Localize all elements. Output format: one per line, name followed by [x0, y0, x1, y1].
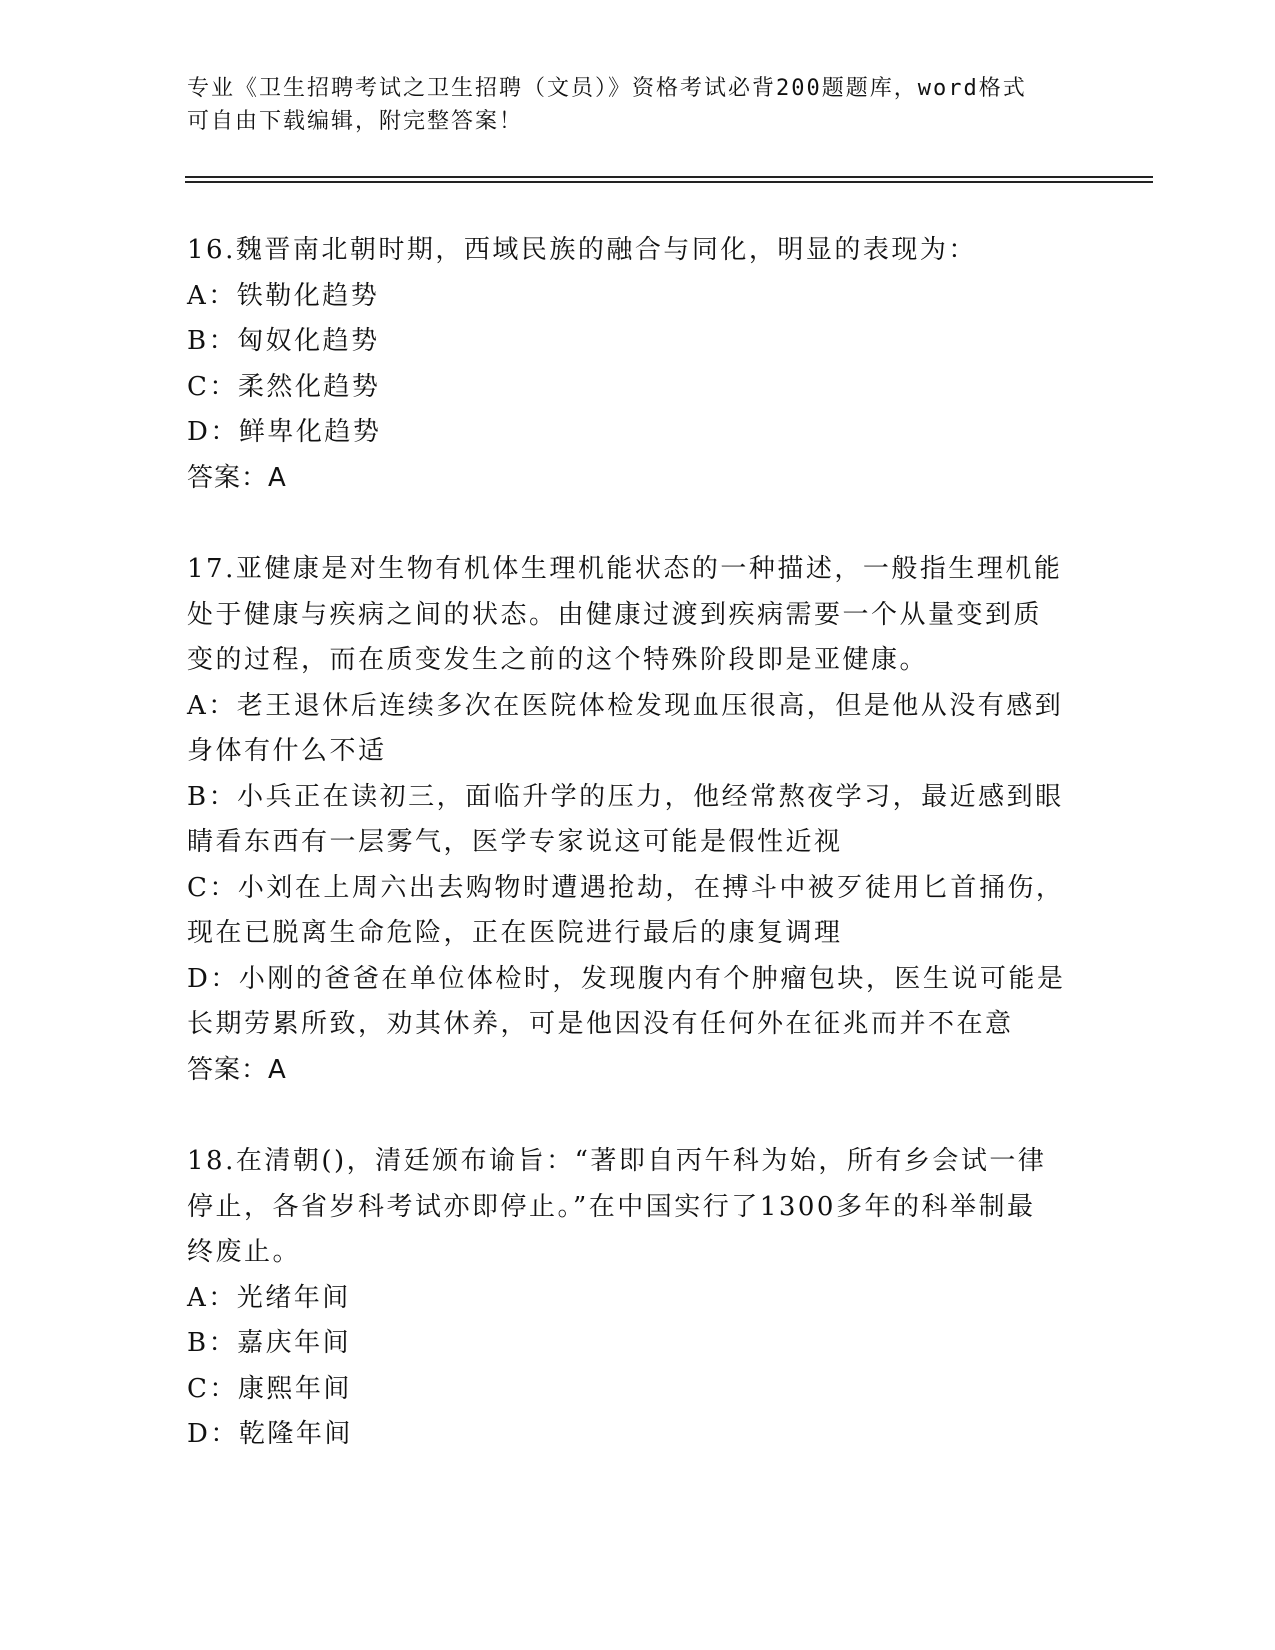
- answer-option: B：匈奴化趋势: [187, 326, 380, 356]
- answer-option: C：康熙年间: [187, 1373, 352, 1404]
- answer-option: D：鲜卑化趋势: [187, 417, 382, 447]
- answer-option: A：老王退休后连续多次在医院体检发现血压很高，但是他从没有感到: [187, 690, 1064, 721]
- question-block: [187, 1139, 1087, 1458]
- answer-option: D：乾隆年间: [187, 1419, 353, 1449]
- question-block: [187, 547, 1087, 1093]
- answer-key: 答案：A: [187, 1054, 287, 1085]
- answer-option: C：柔然化趋势: [187, 371, 381, 402]
- question-stem: 16.魏晋南北朝时期，西域民族的融合与同化，明显的表现为：: [187, 235, 977, 265]
- answer-option-continued: 长期劳累所致，劝其休养，可是他因没有任何外在征兆而并不在意: [187, 1009, 1014, 1039]
- document-header: [187, 72, 1067, 138]
- question-stem: 17.亚健康是对生物有机体生理机能状态的一种描述，一般指生理机能: [187, 554, 1063, 584]
- header-divider-bottom: [185, 181, 1153, 183]
- answer-option: A：铁勒化趋势: [187, 280, 380, 311]
- question-list: [187, 228, 1087, 1504]
- answer-option: B：嘉庆年间: [187, 1328, 352, 1358]
- answer-option: D：小刚的爸爸在单位体检时，发现腹内有个肿瘤包块，医生说可能是: [187, 963, 1066, 994]
- header-line-1: 专业《卫生招聘考试之卫生招聘（文员）》资格考试必背200题题库，word格式: [187, 76, 1027, 101]
- answer-option-continued: 睛看东西有一层雾气，医学专家说这可能是假性近视: [187, 827, 843, 857]
- question-stem-continued: 处于健康与疾病之间的状态。由健康过渡到疾病需要一个从量变到质: [187, 599, 1043, 630]
- header-divider-top: [185, 176, 1153, 178]
- question-stem-continued: 变的过程，而在质变发生之前的这个特殊阶段即是亚健康。: [187, 645, 929, 675]
- question-stem-continued: 终废止。: [187, 1237, 302, 1267]
- answer-option: C：小刘在上周六出去购物时遭遇抢劫，在搏斗中被歹徒用匕首捅伤，: [187, 872, 1065, 903]
- answer-option-continued: 身体有什么不适: [187, 736, 387, 766]
- answer-key: 答案：A: [187, 462, 287, 493]
- answer-option: B：小兵正在读初三，面临升学的压力，他经常熬夜学习，最近感到眼: [187, 781, 1064, 812]
- answer-option-continued: 现在已脱离生命危险，正在医院进行最后的康复调理: [187, 918, 843, 948]
- header-line-2: 可自由下载编辑，附完整答案！: [187, 109, 524, 134]
- answer-option: A：光绪年间: [187, 1282, 351, 1313]
- question-stem-continued: 停止，各省岁科考试亦即停止。”在中国实行了1300多年的科举制最: [187, 1191, 1036, 1222]
- question-stem: 18.在清朝()，清廷颁布谕旨：“著即自丙午科为始，所有乡会试一律: [187, 1146, 1047, 1176]
- question-block: [187, 228, 1087, 501]
